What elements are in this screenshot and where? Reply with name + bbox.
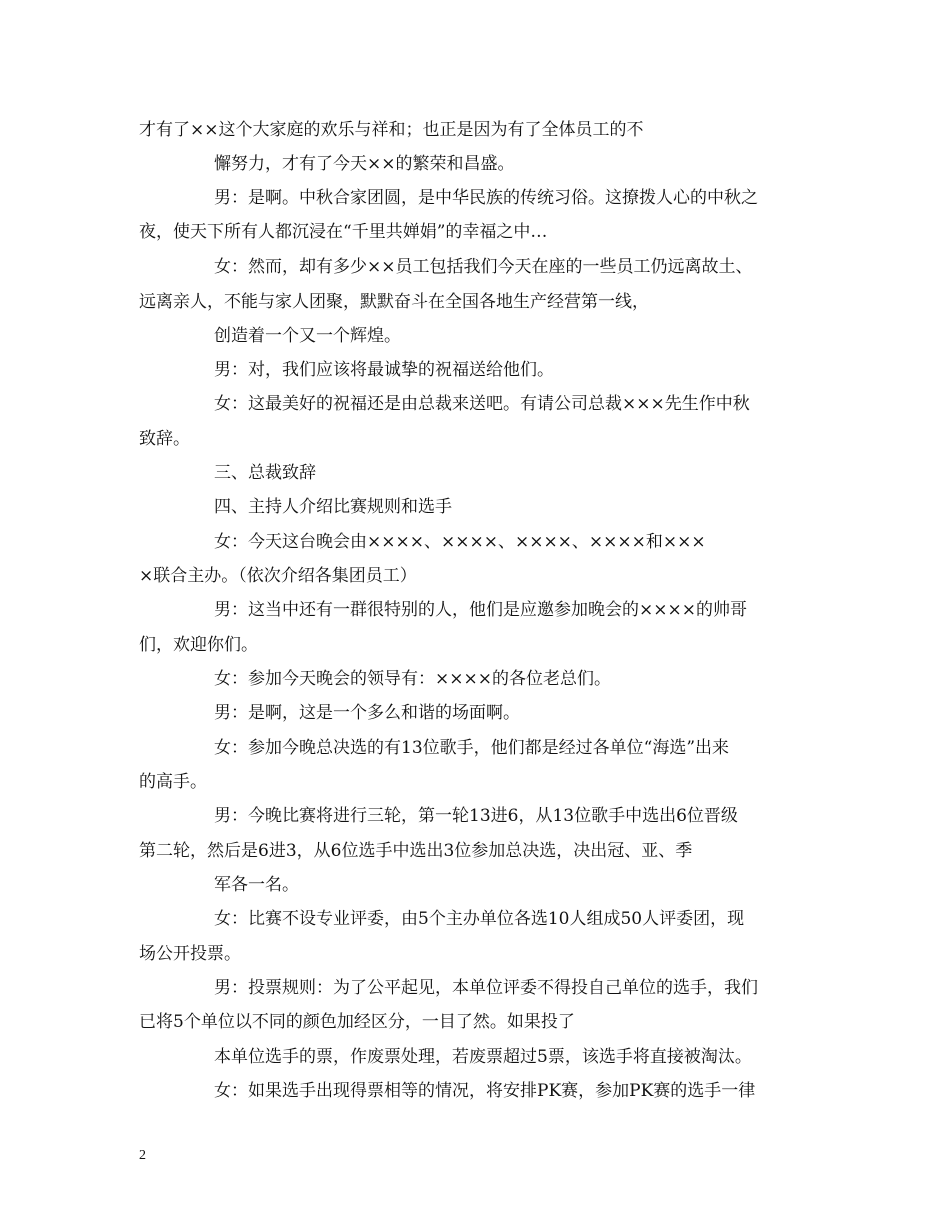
text-line: 女：这最美好的祝福还是由总裁来送吧。有请公司总裁×××先生作中秋: [214, 394, 750, 414]
text-line: 们，欢迎你们。: [139, 635, 258, 655]
text-line: 男：这当中还有一群很特别的人，他们是应邀参加晚会的××××的帅哥: [214, 600, 747, 620]
text-line: ×联合主办。（依次介绍各集团员工）: [139, 566, 417, 586]
text-line: 男：投票规则：为了公平起见，本单位评委不得投自己单位的选手，我们: [214, 978, 758, 998]
text-line: 的高手。: [139, 772, 207, 792]
text-line: 女：参加今天晚会的领导有：××××的各位老总们。: [214, 669, 611, 689]
text-line: 男：是啊。中秋合家团圆，是中华民族的传统习俗。这撩拨人心的中秋之: [214, 188, 758, 208]
page-number: 2: [139, 1148, 146, 1163]
text-line: 第二轮，然后是6进3，从6位选手中选出3位参加总决选，决出冠、亚、季: [139, 841, 693, 861]
text-line: 才有了××这个大家庭的欢乐与祥和；也正是因为有了全体员工的不: [139, 120, 644, 140]
text-line: 本单位选手的票，作废票处理，若废票超过5票，该选手将直接被淘汰。: [214, 1047, 752, 1067]
text-line: 女：然而，却有多少××员工包括我们今天在座的一些员工仍远离故土、: [214, 257, 753, 277]
text-line: 场公开投票。: [139, 944, 241, 964]
text-line: 已将5个单位以不同的颜色加经区分，一目了然。如果投了: [139, 1012, 575, 1032]
text-line: 女：比赛不设专业评委，由5个主办单位各选10人组成50人评委团，现: [214, 909, 745, 929]
section-heading: 三、总裁致辞: [214, 463, 316, 483]
section-heading: 四、主持人介绍比赛规则和选手: [214, 497, 452, 517]
text-line: 男：今晚比赛将进行三轮，第一轮13进6，从13位歌手中选出6位晋级: [214, 806, 738, 826]
text-line: 男：对，我们应该将最诚挚的祝福送给他们。: [214, 360, 554, 380]
text-line: 懈努力，才有了今天××的繁荣和昌盛。: [214, 154, 515, 174]
text-line: 女：如果选手出现得票相等的情况，将安排PK赛，参加PK赛的选手一律: [214, 1081, 756, 1101]
text-line: 创造着一个又一个辉煌。: [214, 326, 401, 346]
text-line: 女：今天这台晚会由××××、××××、××××、××××和×××: [214, 532, 706, 552]
text-line: 男：是啊，这是一个多么和谐的场面啊。: [214, 703, 520, 723]
text-line: 女：参加今晚总决选的有13位歌手，他们都是经过各单位“海选”出来: [214, 738, 730, 758]
text-line: 致辞。: [139, 429, 190, 449]
text-line: 军各一名。: [214, 875, 299, 895]
text-line: 夜，使天下所有人都沉浸在“千里共婵娟”的幸福之中…: [139, 222, 548, 242]
text-line: 远离亲人，不能与家人团聚，默默奋斗在全国各地生产经营第一线，: [139, 292, 649, 312]
